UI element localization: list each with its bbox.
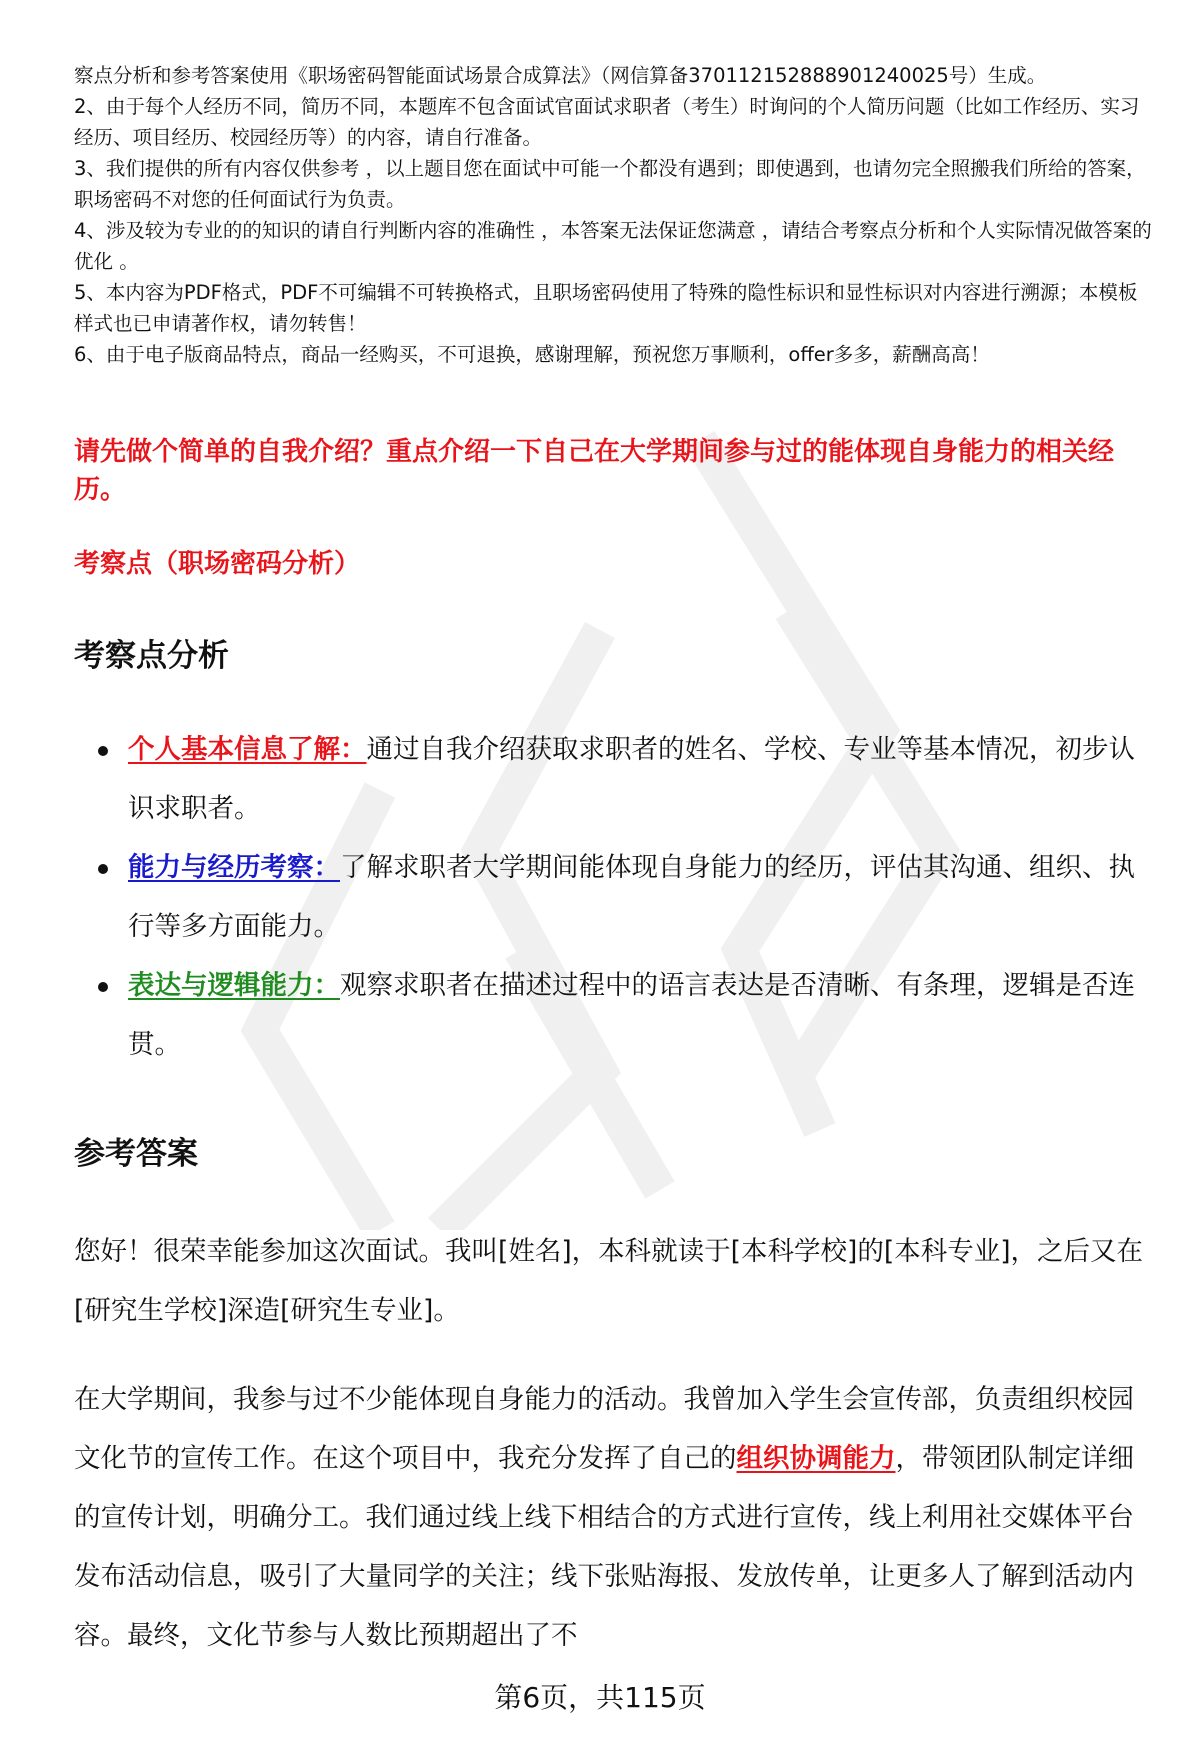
answer-paragraph: 您好！很荣幸能参加这次面试。我叫[姓名]，本科就读于[本科学校]的[本科专业]，之后又在[研究生学校]深造[研究生专业]。 <box>74 1236 1144 1326</box>
disclaimer-notes <box>74 60 1154 370</box>
note-line: 6、由于电子版商品特点，商品一经购买，不可退换，感谢理解，预祝您万事顺利，offer多多，薪酬高高！ <box>74 343 990 366</box>
note-line: 2、由于每个人经历不同，简历不同，本题库不包含面试官面试求职者（考生）时询问的个人简历问题（比如工作经历、实习经历、项目经历、校园经历等）的内容，请自行准备。 <box>74 95 1140 149</box>
analysis-label: 考察点（职场密码分析） <box>74 549 361 579</box>
note-line: 4、涉及较为专业的的知识的请自行判断内容的准确性 ，本答案无法保证您满意 ，请结合考察点分析和个人实际情况做答案的优化 。 <box>74 219 1152 273</box>
answer-paragraph <box>74 1370 1154 1665</box>
note-line: 3、我们提供的所有内容仅供参考 ，以上题目您在面试中可能一个都没有遇到；即使遇到，也请勿完全照搬我们所给的答案，职场密码不对您的任何面试行为负责。 <box>74 157 1146 211</box>
answer-text: 在大学期间，我参与过不少能体现自身能力的活动。我曾加入学生会宣传部，负责组织校园文化节的宣传工作。在这个项目中，我充分发挥了自己的 <box>74 1384 1134 1474</box>
analysis-point <box>74 956 1154 1074</box>
point-keyword: 个人基本信息了解： <box>128 734 367 765</box>
analysis-points-list <box>74 720 1154 1074</box>
answer-text: ，带领团队制定详细的宣传计划，明确分工。我们通过线上线下相结合的方式进行宣传，线上利用社交媒体平台发布活动信息，吸引了大量同学的关注；线下张贴海报、发放传单，让更多人了解到活动内容。最终，文化节参与人数比预期超出了不 <box>74 1443 1134 1651</box>
page-number: 第6页，共115页 <box>494 1681 706 1714</box>
analysis-point <box>74 838 1154 956</box>
note-line: 5、本内容为PDF格式，PDF不可编辑不可转换格式，且职场密码使用了特殊的隐性标识和显性标识对内容进行溯源；本模板样式也已申请著作权，请勿转售！ <box>74 281 1138 335</box>
point-text: 通过自我介绍获取求职者的姓名、学校、专业等基本情况，初步认识求职者。 <box>128 734 1135 824</box>
analysis-point <box>74 720 1154 838</box>
point-text: 观察求职者在描述过程中的语言表达是否清晰、有条理，逻辑是否连贯。 <box>128 970 1135 1060</box>
point-text: 了解求职者大学期间能体现自身能力的经历，评估其沟通、组织、执行等多方面能力。 <box>128 852 1135 942</box>
interview-question: 请先做个简单的自我介绍？重点介绍一下自己在大学期间参与过的能体现自身能力的相关经历。 <box>74 437 1115 505</box>
highlight-keyword: 组织协调能力 <box>736 1443 896 1474</box>
note-line: 察点分析和参考答案使用《职场密码智能面试场景合成算法》（网信算备370112152888901240025号）生成。 <box>74 64 1047 87</box>
point-keyword: 表达与逻辑能力： <box>128 970 340 1001</box>
analysis-heading: 考察点分析 <box>74 638 229 674</box>
answer-heading: 参考答案 <box>74 1136 198 1172</box>
point-keyword: 能力与经历考察： <box>128 852 340 883</box>
